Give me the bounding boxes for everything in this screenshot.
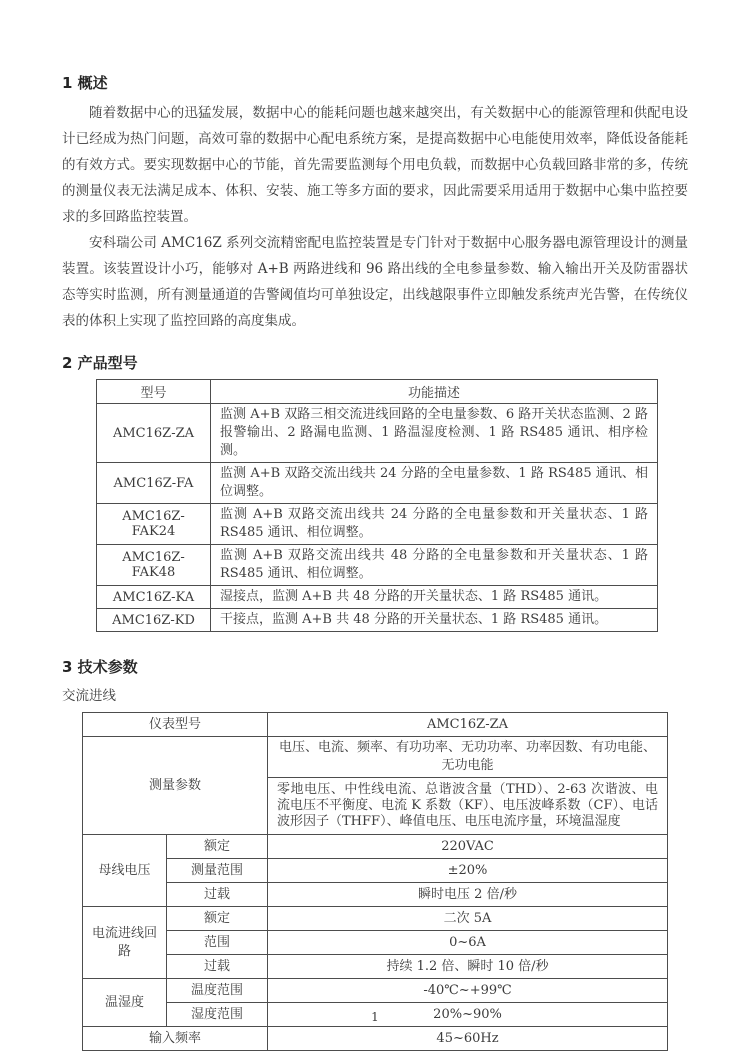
overview-paragraph-2: 安科瑞公司 AMC16Z 系列交流精密配电监控装置是专门针对于数据中心服务器电源管理设计的测量装置。该装置设计小巧，能够对 A+B 两路进线和 96 路出线的全电参量参数、输入输出开关及防雷器状态等实时监测，所有测量通道的告警阈值均可单独设定，出线越限事件立即触发系统声光告警，在传统仪表的体积上实现了监控回路的高度集成。 (62, 235, 688, 329)
spec-label-cell: 湿度范围 (167, 1003, 268, 1027)
model-cell: AMC16Z-FA (97, 463, 211, 504)
description-cell: 监测 A+B 双路交流出线共 48 分路的全电量参数和开关量状态、1 路 RS485 通讯、相位调整。 (211, 545, 658, 586)
spec-label-cell: 测量范围 (167, 859, 268, 883)
measure-params-extended-cell: 零地电压、中性线电流、总谐波含量（THD）、2-63 次谐波、电流电压不平衡度、电流 K 系数（KF）、电压波峰系数（CF）、电话波形因子（THFF）、峰值电压、电压电流序量，环境温湿度 (268, 778, 668, 835)
table-row (97, 545, 658, 586)
spec-label-cell: 额定 (167, 907, 268, 931)
table-row (97, 463, 658, 504)
spec-label-cell: 温度范围 (167, 979, 268, 1003)
table-row (83, 1027, 668, 1051)
measure-params-label-cell: 测量参数 (83, 737, 268, 835)
description-cell: 干接点，监测 A+B 共 48 分路的开关量状态、1 路 RS485 通讯。 (211, 609, 658, 632)
input-frequency-value-cell: 45~60Hz (268, 1027, 668, 1051)
model-cell: AMC16Z-FAK48 (97, 545, 211, 586)
description-cell: 监测 A+B 双路三相交流进线回路的全电量参数、6 路开关状态监测、2 路报警输出、2 路漏电监测、1 路温湿度检测、1 路 RS485 通讯、相序检测。 (211, 404, 658, 463)
spec-label-cell: 范围 (167, 931, 268, 955)
section-heading-product-models: 2 产品型号 (62, 354, 138, 372)
description-cell: 监测 A+B 双路交流出线共 24 分路的全电量参数和开关量状态、1 路 RS485 通讯、相位调整。 (211, 504, 658, 545)
table-row (83, 907, 668, 931)
model-cell: AMC16Z-KA (97, 586, 211, 609)
table-row (97, 404, 658, 463)
table-row (83, 979, 668, 1003)
table-row (83, 883, 668, 907)
tech-specs-table (82, 712, 668, 1051)
spec-value-cell: -40℃~+99℃ (268, 979, 668, 1003)
subheading-ac-incoming: 交流进线 (62, 688, 116, 704)
group-temp-humidity-cell: 温湿度 (83, 979, 167, 1027)
input-frequency-label-cell: 输入频率 (83, 1027, 268, 1051)
measure-params-basic-cell: 电压、电流、频率、有功功率、无功功率、功率因数、有功电能、无功电能 (268, 737, 668, 778)
header-model: 型号 (97, 380, 211, 404)
header-description: 功能描述 (211, 380, 658, 404)
model-cell: AMC16Z-ZA (97, 404, 211, 463)
spec-value-cell: 220VAC (268, 835, 668, 859)
spec-value-cell: 0~6A (268, 931, 668, 955)
page-number: 1 (371, 1010, 379, 1024)
table-row (83, 713, 668, 737)
meter-model-label-cell: 仪表型号 (83, 713, 268, 737)
spec-value-cell: 持续 1.2 倍、瞬时 10 倍/秒 (268, 955, 668, 979)
spec-value-cell: 20%~90% (268, 1003, 668, 1027)
description-cell: 监测 A+B 双路交流出线共 24 分路的全电量参数、1 路 RS485 通讯、相位调整。 (211, 463, 658, 504)
table-row (83, 737, 668, 778)
spec-value-cell: 瞬时电压 2 倍/秒 (268, 883, 668, 907)
spec-value-cell: 二次 5A (268, 907, 668, 931)
table-row (83, 931, 668, 955)
model-cell: AMC16Z-FAK24 (97, 504, 211, 545)
meter-model-value-cell: AMC16Z-ZA (268, 713, 668, 737)
table-row (97, 586, 658, 609)
spec-label-cell: 额定 (167, 835, 268, 859)
description-cell: 湿接点，监测 A+B 共 48 分路的开关量状态、1 路 RS485 通讯。 (211, 586, 658, 609)
table-row (83, 835, 668, 859)
model-cell: AMC16Z-KD (97, 609, 211, 632)
section-heading-overview: 1 概述 (62, 74, 108, 92)
product-models-table (96, 379, 658, 632)
overview-paragraph-1: 随着数据中心的迅猛发展，数据中心的能耗问题也越来越突出，有关数据中心的能源管理和供配电设计已经成为热门问题，高效可靠的数据中心配电系统方案，是提高数据中心电能使用效率，降低设备能耗的有效方式。要实现数据中心的节能，首先需要监测每个用电负载，而数据中心负载回路非常的多，传统的测量仪表无法满足成本、体积、安装、施工等多方面的要求，因此需要采用适用于数据中心集中监控要求的多回路监控装置。 (62, 105, 688, 225)
table-row (97, 504, 658, 545)
table-header-row (97, 380, 658, 404)
table-row (83, 859, 668, 883)
group-current-inlet-cell: 电流进线回路 (83, 907, 167, 979)
group-bus-voltage-cell: 母线电压 (83, 835, 167, 907)
spec-value-cell: ±20% (268, 859, 668, 883)
section-heading-tech-specs: 3 技术参数 (62, 658, 138, 676)
table-row (97, 609, 658, 632)
table-row (83, 955, 668, 979)
spec-label-cell: 过载 (167, 955, 268, 979)
spec-label-cell: 过载 (167, 883, 268, 907)
